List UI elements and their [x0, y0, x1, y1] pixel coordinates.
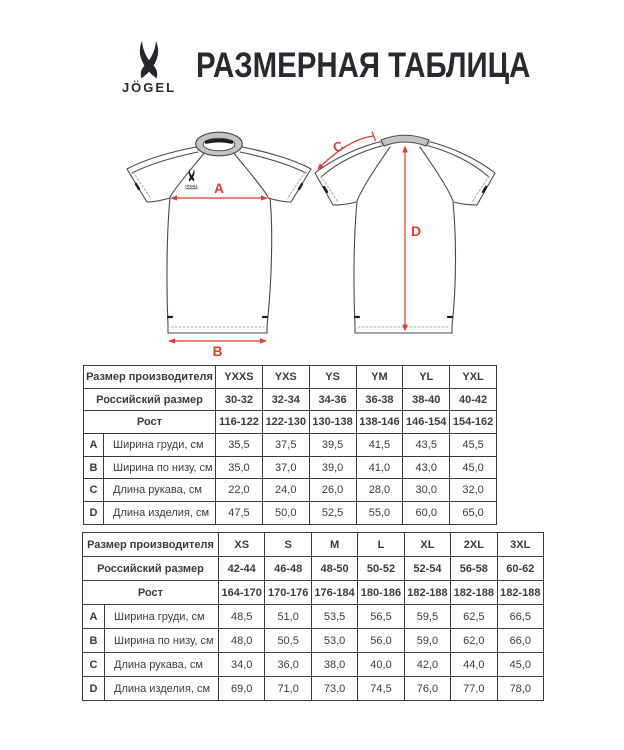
measure-row: [84, 456, 497, 479]
header-row: [84, 411, 497, 434]
header-row: [84, 388, 497, 411]
measurement-value: 65,0: [450, 502, 497, 525]
page-title: РАЗМЕРНАЯ ТАБЛИЦА: [196, 46, 531, 85]
size-table-adult: [82, 532, 544, 701]
measurement-value: 28,0: [356, 479, 403, 502]
measurement-value: 59,0: [404, 629, 450, 653]
measurement-value: 39,0: [309, 456, 356, 479]
measurement-value: 51,0: [265, 605, 311, 629]
size-cell: XL: [404, 533, 450, 557]
measurement-value: 47,5: [216, 502, 263, 525]
size-cell: 40-42: [450, 388, 497, 411]
measurement-value: 43,5: [403, 434, 450, 457]
dimension-label: Ширина по низу, см: [104, 456, 216, 479]
measure-row: [84, 502, 497, 525]
measurement-value: 37,0: [262, 456, 309, 479]
measurement-value: 48,0: [219, 629, 265, 653]
measurement-value: 40,0: [358, 653, 404, 677]
measure-row: [83, 653, 544, 677]
size-cell: 176-184: [311, 581, 357, 605]
dimension-letter: B: [84, 456, 104, 479]
measure-row: [83, 677, 544, 701]
size-cell: 164-170: [219, 581, 265, 605]
chest-brand-logo: [185, 169, 199, 189]
dimension-a-label: A: [214, 181, 224, 196]
size-cell: 48-50: [311, 557, 357, 581]
dimension-label: Ширина по низу, см: [105, 629, 219, 653]
measurement-value: 66,5: [497, 605, 543, 629]
measurement-value: 34,0: [219, 653, 265, 677]
size-cell: M: [311, 533, 357, 557]
size-cell: 182-188: [404, 581, 450, 605]
size-cell: YXS: [262, 366, 309, 389]
size-cell: 180-186: [358, 581, 404, 605]
size-cell: XS: [219, 533, 265, 557]
measurement-value: 36,0: [265, 653, 311, 677]
dimension-label: Длина рукава, см: [104, 479, 216, 502]
header-label: Рост: [83, 581, 219, 605]
measurement-value: 41,0: [356, 456, 403, 479]
measurement-value: 41,5: [356, 434, 403, 457]
measurement-value: 77,0: [451, 677, 497, 701]
measurement-value: 43,0: [403, 456, 450, 479]
measurement-value: 26,0: [309, 479, 356, 502]
measurement-value: 69,0: [219, 677, 265, 701]
size-cell: 154-162: [450, 411, 497, 434]
chest-logo-text: JÖGEL: [184, 184, 199, 189]
size-cell: YXL: [450, 366, 497, 389]
size-cell: 122-130: [262, 411, 309, 434]
header-label: Размер производителя: [83, 533, 219, 557]
dimension-d-arrow: [402, 146, 421, 332]
dimension-label: Ширина груди, см: [105, 605, 219, 629]
header-row: [83, 533, 544, 557]
measure-row: [83, 605, 544, 629]
dimension-letter: A: [83, 605, 105, 629]
dimension-letter: C: [83, 653, 105, 677]
size-cell: 182-188: [497, 581, 543, 605]
dimension-label: Ширина груди, см: [104, 434, 216, 457]
size-cell: YXXS: [216, 366, 263, 389]
size-cell: 60-62: [497, 557, 543, 581]
size-cell: 42-44: [219, 557, 265, 581]
header-label: Российский размер: [84, 388, 216, 411]
measurement-value: 74,5: [358, 677, 404, 701]
measurement-value: 24,0: [262, 479, 309, 502]
size-cell: 38-40: [403, 388, 450, 411]
measurement-value: 32,0: [450, 479, 497, 502]
size-cell: 3XL: [497, 533, 543, 557]
dimension-label: Длина изделия, см: [105, 677, 219, 701]
header-row: [84, 366, 497, 389]
measurement-value: 62,0: [451, 629, 497, 653]
dimension-label: Длина изделия, см: [104, 502, 216, 525]
dimension-b-label: B: [212, 344, 223, 359]
dimension-d-label: D: [411, 223, 422, 239]
tshirt-front-drawing: [127, 132, 311, 333]
measurement-value: 22,0: [216, 479, 263, 502]
size-cell: 2XL: [451, 533, 497, 557]
measurement-value: 52,5: [309, 502, 356, 525]
measurement-value: 73,0: [311, 677, 357, 701]
size-cell: S: [265, 533, 311, 557]
measurement-value: 48,5: [219, 605, 265, 629]
measurement-value: 37,5: [262, 434, 309, 457]
measurement-value: 71,0: [265, 677, 311, 701]
size-cell: 52-54: [404, 557, 450, 581]
size-cell: 146-154: [403, 411, 450, 434]
measurement-value: 50,0: [262, 502, 309, 525]
brand-logo-text: JÖGEL: [121, 80, 177, 95]
size-cell: YM: [356, 366, 403, 389]
measurement-value: 66,0: [497, 629, 543, 653]
measure-row: [84, 434, 497, 457]
dimension-letter: B: [83, 629, 105, 653]
size-cell: YS: [309, 366, 356, 389]
dimension-letter: C: [84, 479, 104, 502]
tshirt-measurement-diagram: [0, 0, 624, 362]
measurement-value: 35,0: [216, 456, 263, 479]
size-cell: 30-32: [216, 388, 263, 411]
measurement-value: 38,0: [311, 653, 357, 677]
dimension-letter: D: [84, 502, 104, 525]
size-cell: 34-36: [309, 388, 356, 411]
measurement-value: 45,5: [450, 434, 497, 457]
size-cell: 56-58: [451, 557, 497, 581]
measurement-value: 42,0: [404, 653, 450, 677]
header-row: [83, 557, 544, 581]
measurement-value: 39,5: [309, 434, 356, 457]
size-table-youth: [83, 365, 497, 525]
measure-row: [83, 629, 544, 653]
dimension-label: Длина рукава, см: [105, 653, 219, 677]
measurement-value: 78,0: [497, 677, 543, 701]
measurement-value: 50,5: [265, 629, 311, 653]
measurement-value: 60,0: [403, 502, 450, 525]
size-cell: 182-188: [451, 581, 497, 605]
header-row: [83, 581, 544, 605]
dimension-c-label: C: [330, 138, 346, 156]
measurement-value: 30,0: [403, 479, 450, 502]
measure-row: [84, 479, 497, 502]
measurement-value: 62,5: [451, 605, 497, 629]
header-label: Рост: [84, 411, 216, 434]
size-cell: 36-38: [356, 388, 403, 411]
size-cell: 46-48: [265, 557, 311, 581]
measurement-value: 45,0: [497, 653, 543, 677]
size-cell: 130-138: [309, 411, 356, 434]
header-label: Размер производителя: [84, 366, 216, 389]
dimension-b-arrow: [168, 338, 267, 359]
measurement-value: 76,0: [404, 677, 450, 701]
dimension-letter: D: [83, 677, 105, 701]
size-cell: 170-176: [265, 581, 311, 605]
measurement-value: 53,0: [311, 629, 357, 653]
size-cell: 50-52: [358, 557, 404, 581]
measurement-value: 59,5: [404, 605, 450, 629]
measurement-value: 53,5: [311, 605, 357, 629]
measurement-value: 56,5: [358, 605, 404, 629]
size-cell: 116-122: [216, 411, 263, 434]
dimension-letter: A: [84, 434, 104, 457]
measurement-value: 55,0: [356, 502, 403, 525]
measurement-value: 45,0: [450, 456, 497, 479]
size-cell: YL: [403, 366, 450, 389]
size-cell: 138-146: [356, 411, 403, 434]
measurement-value: 35,5: [216, 434, 263, 457]
header-label: Российский размер: [83, 557, 219, 581]
measurement-value: 44,0: [451, 653, 497, 677]
size-cell: 32-34: [262, 388, 309, 411]
size-cell: L: [358, 533, 404, 557]
measurement-value: 56,0: [358, 629, 404, 653]
